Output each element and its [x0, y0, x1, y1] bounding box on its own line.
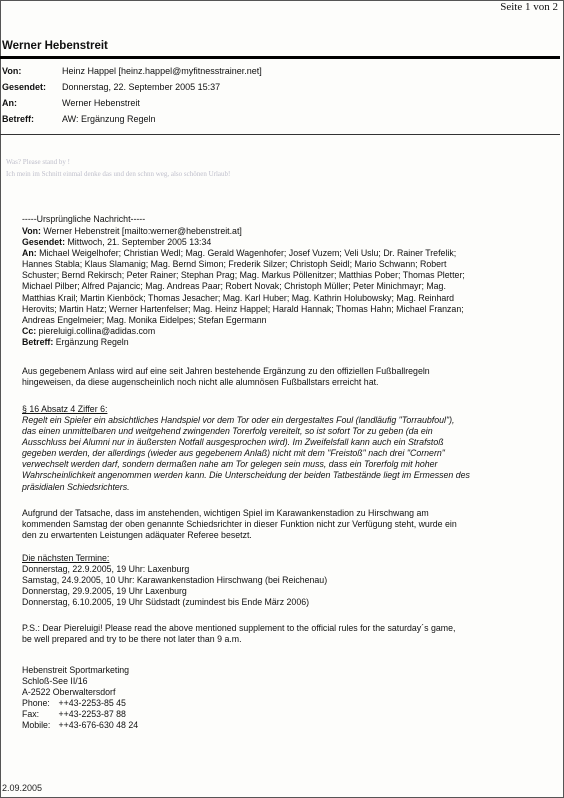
recipient-line: Matthias Krail; Martin Kienböck; Thomas Jesacher; Mag. Karl Huber; Mag. Kathrin Holubowsky; Mag. Reinhard [22, 292, 455, 303]
rule-paragraph [22, 415, 550, 493]
fax-number: ++43-2253-87 88 [58, 709, 126, 720]
rule-line: Ausschluss bei Alumni nur in äußersten Notfall ausgesprochen wird). Im Zweifelsfall kann auch ein Strafstoß [22, 437, 444, 448]
schedule-item: Donnerstag, 6.10.2005, 19 Uhr Südstadt (zumindest bis Ende März 2006) [22, 597, 310, 608]
orig-to-label: An: [22, 248, 37, 259]
intro-paragraph [22, 366, 550, 388]
context-line: Aufgrund der Tatsache, dass im anstehenden, wichtigen Spiel im Karawankenstadion zu Hirschwang am [22, 508, 429, 518]
meta-divider [0, 134, 560, 135]
from-label: Von: [2, 66, 22, 76]
intro-line: Aus gegebenem Anlass wird auf eine seit Jahren bestehende Ergänzung zu den offiziellen Fußballregeln [22, 366, 430, 376]
recipient-line: Hannes Stabla; Klaus Slamanig; Mag. Bernd Simon; Frederik Silzer; Christoph Seidl; Mario Schwann; Robert [22, 259, 447, 270]
intro-line: hingeweisen, da diese augenscheinlich noch nicht alle alumnösen Fußballstars erreicht hat. [22, 377, 379, 388]
postscript-line: P.S.: Dear Piereluigi! Please read the above mentioned supplement to the official rules for the saturday´s game, [22, 623, 456, 633]
recipient-line: Andreas Engelmeier; Mag. Monika Eidelpes; Stefan Egermann [22, 314, 267, 325]
orig-cc-label: Cc: [22, 325, 37, 336]
mobile-label: Mobile: [22, 720, 51, 731]
phone-number: ++43-2253-85 45 [58, 698, 126, 709]
subject-label: Betreff: [2, 114, 35, 124]
recipient-line: Michael Weigelhofer; Christian Wedl; Mag. Gerald Wagenhofer; Josef Vuzem; Veli Uslu; Dr. Rainer Trefelik; [39, 248, 457, 259]
signature-block [22, 665, 138, 732]
recipient-line: Herovits; Martin Hatz; Werner Hartenfelser; Mag. Heinz Happel; Harald Hannak; Thomas Hahn; Michael Franzan; [22, 303, 464, 314]
postscript [22, 623, 550, 645]
faint-reply-line: Ich mein im Schnitt einmal denke das und den schnn weg, also schönen Urlaub! [6, 170, 231, 178]
schedule-list [22, 564, 550, 608]
sent-value: Donnerstag, 22. September 2005 15:37 [62, 82, 221, 92]
phone-label: Phone: [22, 698, 50, 709]
orig-from-value: Werner Hebenstreit [mailto:werner@hebenstreit.at] [43, 226, 242, 236]
faint-reply-line: Was? Please stand by ! [6, 158, 70, 166]
to-value: Werner Hebenstreit [62, 98, 140, 108]
title-divider [0, 56, 560, 59]
orig-subject-value: Ergänzung Regeln [55, 336, 129, 347]
context-line: den zu erwartenten Leistungen adäquater Referee besetzt. [22, 530, 252, 541]
footer-date: 2.09.2005 [2, 783, 43, 793]
orig-from-label: Von: [22, 226, 41, 236]
signature-city: A-2522 Oberwaltersdorf [22, 687, 116, 698]
rule-line: Wahrscheinlichkeit angenommen werden kann. Die Unterscheidung der beiden Tatbestände liegt im Ermessen des [22, 470, 470, 481]
original-message-heading: -----Ursprüngliche Nachricht----- [22, 214, 146, 224]
sent-label: Gesendet: [2, 82, 47, 92]
from-value: Heinz Happel [heinz.happel@myfitnesstrainer.net] [62, 66, 262, 76]
rule-line: das einen unmittelbaren und weitgehend zwingenden Torerfolg vereitelt, so ist sofort Tor zu geben (da ein [22, 426, 433, 437]
rule-line: Regelt ein Spieler ein absichtliches Handspiel vor dem Tor oder ein dergestaltes Foul (landläufig "Torraubfoul"), [22, 415, 455, 425]
schedule-item: Samstag, 24.9.2005, 10 Uhr: Karawankenstadion Hirschwang (bei Reichenau) [22, 575, 328, 586]
rule-line: verwechselt werden darf, sondern dermaßen nahe am Tor gelegen sein muss, dass ein Torerfolg mit hoher [22, 459, 438, 470]
rule-line: präsidialen Schiedsrichters. [22, 481, 130, 492]
mailbox-owner-title: Werner Hebenstreit [2, 40, 108, 52]
context-paragraph [22, 508, 550, 541]
recipient-line: Michael Pilber; Alfred Pajancic; Mag. Andreas Paar; Robert Novak; Christoph Müller; Peter Minichmayr; Mag. [22, 281, 446, 292]
to-label: An: [2, 98, 17, 108]
fax-label: Fax: [22, 709, 40, 720]
mobile-number: ++43-676-630 48 24 [58, 720, 139, 731]
rule-heading: § 16 Absatz 4 Ziffer 6: [22, 404, 108, 414]
schedule-item: Donnerstag, 29.9.2005, 19 Uhr Laxenburg [22, 586, 187, 597]
postscript-line: be well prepared and try to be there not later than 9 a.m. [22, 634, 242, 645]
original-header-block [22, 226, 550, 348]
orig-sent-label: Gesendet: [22, 237, 66, 248]
recipient-line: Schuster; Bernd Rekirsch; Peter Rainer; Stephan Prag; Mag. Markus Pöllenitzer; Matthias Pober; Thomas Pletter; [22, 270, 465, 281]
rule-line: gegeben werden, der allerdings (wieder aus gegebenem Anlaß) nicht mit dem "Freistoß" nach drei "Cornern" [22, 448, 445, 459]
schedule-item: Donnerstag, 22.9.2005, 19 Uhr: Laxenburg [22, 564, 190, 574]
page-number: Seite 1 von 2 [500, 1, 558, 13]
orig-cc-value: piereluigi.collina@adidas.com [38, 325, 156, 336]
schedule-heading: Die nächsten Termine: [22, 553, 110, 563]
signature-street: Schloß-See II/16 [22, 676, 88, 687]
signature-company: Hebenstreit Sportmarketing [22, 665, 130, 675]
orig-sent-value: Mittwoch, 21. September 2005 13:34 [67, 237, 212, 248]
subject-value: AW: Ergänzung Regeln [62, 114, 156, 124]
context-line: kommenden Samstag der oben genannte Schiedsrichter in dieser Funktion nicht zur Verfügung steht, wurde ein [22, 519, 457, 530]
orig-subject-label: Betreff: [22, 336, 54, 347]
